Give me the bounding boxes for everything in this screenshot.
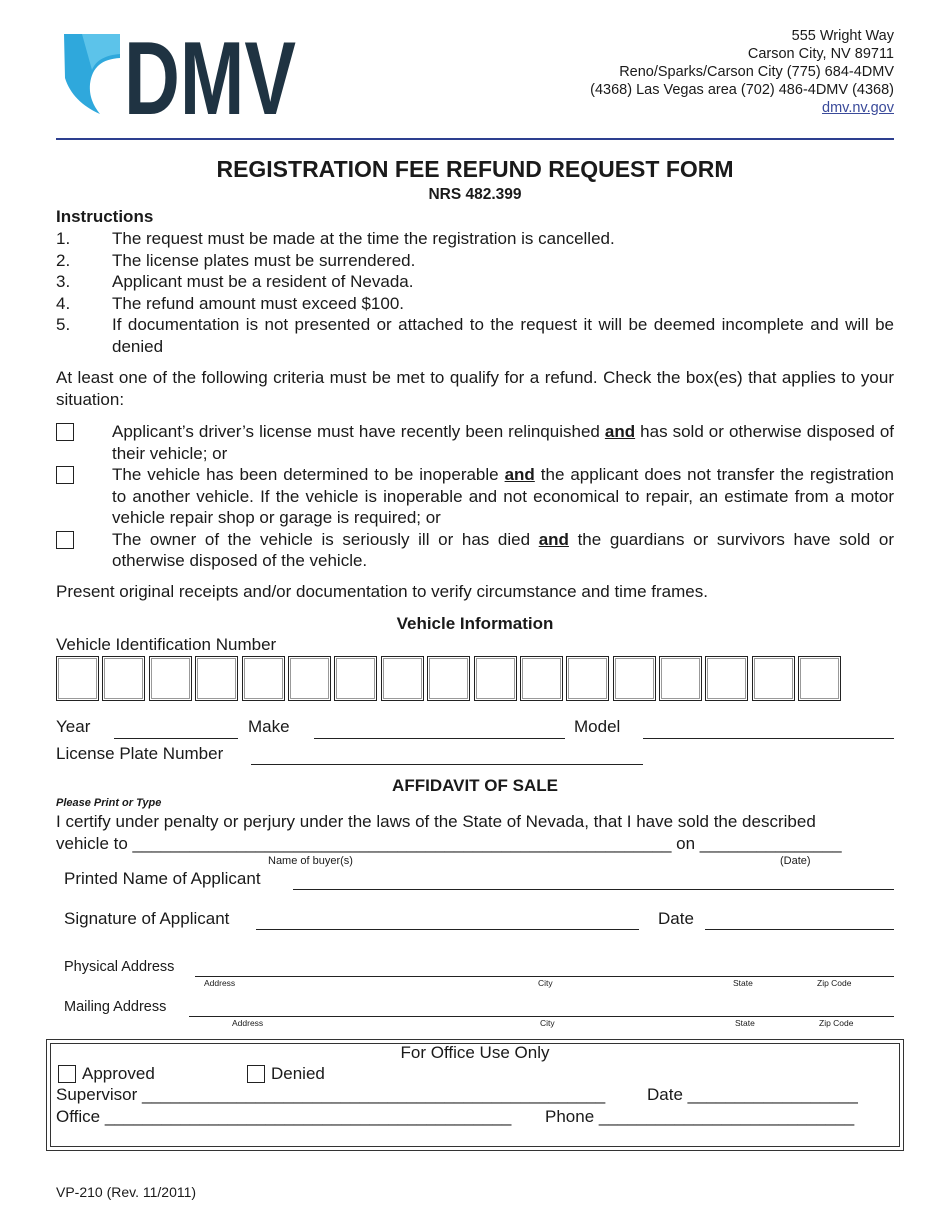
- vin-box[interactable]: [798, 656, 841, 701]
- make-field[interactable]: [314, 738, 565, 739]
- plate-field[interactable]: [251, 764, 643, 765]
- form-title: REGISTRATION FEE REFUND REQUEST FORM: [216, 156, 734, 182]
- sub-label: Address: [204, 978, 236, 988]
- physical-address-label: Physical Address: [64, 959, 175, 975]
- sub-label: City: [538, 978, 553, 988]
- sub-label: City: [540, 1018, 555, 1028]
- criteria-item: The vehicle has been determined to be inoperable and the applicant does not transfer the registration to another vehicle. If the vehicle is inoperable and not economical to repair, an estimate from a motor vehicle repair shop or garage is required; or: [56, 464, 894, 529]
- agency-address: [590, 27, 894, 117]
- list-item: 3. Applicant must be a resident of Nevada.: [56, 272, 414, 291]
- affidavit-statement: I certify under penalty or perjury under the laws of the State of Nevada, that I have sold the described vehicle to _________________________________________________________ on _______________: [56, 811, 896, 854]
- list-item: 5. If documentation is not presented or attached to the request it will be deemed incomplete and will be denied: [56, 315, 894, 356]
- phone-line: Reno/Sparks/Carson City (775) 684-4DMV: [619, 64, 894, 80]
- dmv-logo: [62, 21, 298, 137]
- vin-box[interactable]: [56, 656, 99, 701]
- instructions-list: [56, 228, 894, 357]
- vin-box[interactable]: [474, 656, 517, 701]
- header-divider: [56, 138, 894, 140]
- approved-option[interactable]: [58, 1064, 155, 1084]
- phone-field[interactable]: Phone ___________________________: [545, 1107, 855, 1126]
- make-label: Make: [248, 717, 290, 736]
- vin-box[interactable]: [149, 656, 192, 701]
- vin-box[interactable]: [752, 656, 795, 701]
- sub-label: Zip Code: [817, 978, 852, 988]
- vin-box[interactable]: [613, 656, 656, 701]
- physical-address-field[interactable]: [195, 976, 894, 977]
- year-label: Year: [56, 717, 91, 736]
- buyer-date-line[interactable]: vehicle to _________________________________________________________ on _______________: [56, 833, 842, 853]
- vin-box[interactable]: [427, 656, 470, 701]
- phone-line: (4368) Las Vegas area (702) 486-4DMV (4368): [590, 82, 894, 98]
- vin-input-grid: [56, 656, 841, 701]
- criteria-list: [56, 421, 894, 572]
- date-caption: (Date): [780, 855, 811, 867]
- approved-label: Approved: [82, 1064, 155, 1083]
- model-field[interactable]: [643, 738, 894, 739]
- denied-option[interactable]: [247, 1064, 325, 1084]
- denied-checkbox[interactable]: [247, 1065, 265, 1083]
- year-field[interactable]: [114, 738, 238, 739]
- statute-reference: NRS 482.399: [428, 186, 522, 203]
- vin-box[interactable]: [566, 656, 609, 701]
- list-item: 2. The license plates must be surrendered.: [56, 250, 416, 270]
- sub-label: State: [733, 978, 753, 988]
- documentation-note: Present original receipts and/or documentation to verify circumstance and time frames.: [56, 582, 708, 601]
- criteria-item: Applicant’s driver’s license must have recently been relinquished and has sold or otherwise disposed of their vehicle; or: [56, 421, 894, 464]
- printed-name-label: Printed Name of Applicant: [64, 869, 261, 888]
- signature-label: Signature of Applicant: [64, 909, 230, 928]
- signature-field[interactable]: [256, 929, 639, 930]
- sub-label: Zip Code: [819, 1018, 854, 1028]
- criteria-intro: At least one of the following criteria must be met to qualify for a refund. Check the box(es) that applies to your situation:: [56, 368, 894, 409]
- vin-box[interactable]: [242, 656, 285, 701]
- vin-box[interactable]: [659, 656, 702, 701]
- criteria-checkbox-owner-ill[interactable]: [56, 531, 74, 549]
- list-item: 1. The request must be made at the time the registration is cancelled.: [56, 229, 615, 248]
- approved-checkbox[interactable]: [58, 1065, 76, 1083]
- vin-box[interactable]: [520, 656, 563, 701]
- office-date-field[interactable]: Date __________________: [647, 1085, 858, 1104]
- vin-box[interactable]: [705, 656, 748, 701]
- criteria-checkbox-inoperable[interactable]: [56, 466, 74, 484]
- vin-box[interactable]: [381, 656, 424, 701]
- criteria-checkbox-license[interactable]: [56, 423, 74, 441]
- instructions-heading: Instructions: [56, 207, 154, 226]
- criteria-item: The owner of the vehicle is seriously ill or has died and the guardians or survivors have sold or otherwise disposed of the vehicle.: [56, 529, 894, 572]
- vin-box[interactable]: [288, 656, 331, 701]
- vin-box[interactable]: [102, 656, 145, 701]
- sub-label: Address: [232, 1018, 264, 1028]
- vin-box[interactable]: [195, 656, 238, 701]
- list-item: 4. The refund amount must exceed $100.: [56, 293, 405, 313]
- model-label: Model: [574, 717, 621, 736]
- website-link[interactable]: dmv.nv.gov: [822, 100, 894, 116]
- affidavit-heading: AFFIDAVIT OF SALE: [392, 776, 558, 795]
- address-line: 555 Wright Way: [791, 28, 894, 44]
- office-field[interactable]: Office ___________________________________________: [56, 1107, 512, 1126]
- mailing-address-label: Mailing Address: [64, 999, 167, 1015]
- supervisor-field[interactable]: Supervisor _________________________________________________: [56, 1085, 606, 1104]
- printed-name-field[interactable]: [293, 889, 894, 890]
- denied-label: Denied: [271, 1064, 325, 1083]
- logo-text: DMV: [124, 21, 296, 137]
- office-use-title: For Office Use Only: [400, 1043, 550, 1062]
- signature-date-field[interactable]: [705, 929, 894, 930]
- sub-label: State: [735, 1018, 755, 1028]
- plate-label: License Plate Number: [56, 744, 224, 763]
- vin-label: Vehicle Identification Number: [56, 635, 277, 654]
- form-number: VP-210 (Rev. 11/2011): [56, 1184, 197, 1200]
- mailing-address-field[interactable]: [189, 1016, 894, 1017]
- vehicle-info-heading: Vehicle Information: [396, 614, 554, 633]
- buyer-caption: Name of buyer(s): [268, 855, 353, 867]
- address-line: Carson City, NV 89711: [747, 46, 894, 62]
- signature-date-label: Date: [658, 909, 694, 928]
- vin-box[interactable]: [334, 656, 377, 701]
- print-note: Please Print or Type: [56, 797, 162, 809]
